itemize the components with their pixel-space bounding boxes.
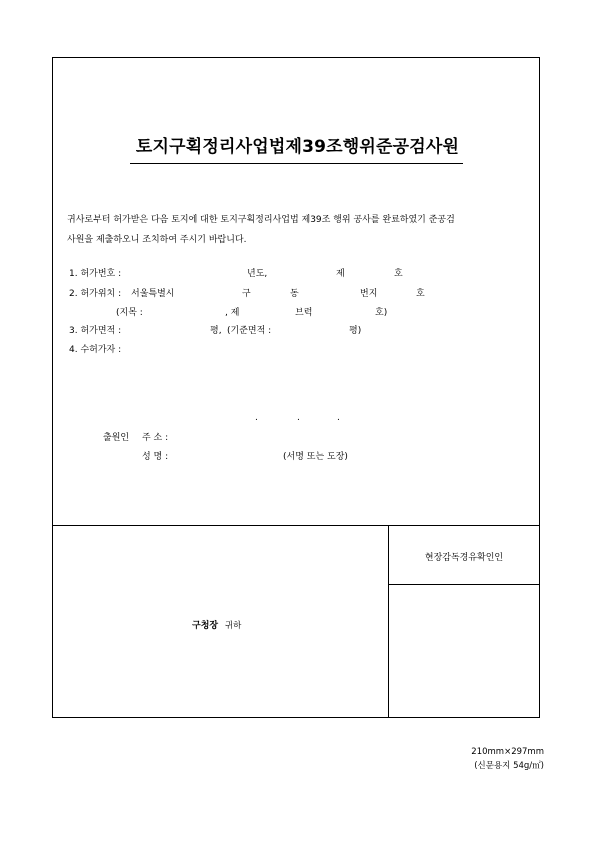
addressee-title: 구청장 [192, 621, 219, 631]
form-title: 토지구획정리사업법제39조행위준공검사원 [135, 137, 460, 157]
addressee [192, 618, 241, 631]
permit-area-label: 3. 허가면적 : [69, 326, 122, 336]
intro-line-2: 사원을 제출하오니 조치하여 주시기 바랍니다. [67, 235, 247, 245]
applicant-address-label: 주 소 : [142, 433, 169, 443]
paper-type: (신문용지 54g/㎡) [474, 761, 544, 771]
land-category-label: (지목 : [116, 308, 143, 318]
intro-line-1: 귀사로부터 허가받은 다음 토지에 대한 토지구획정리사업법 제39조 행위 공사를 완료하였기 준공검 [67, 215, 455, 225]
date-dot-year: . [255, 413, 258, 423]
land-block: 브럭 [295, 308, 313, 318]
permit-number-label: 1. 허가번호 : [69, 269, 122, 279]
area-pyeong: 평, [210, 326, 222, 336]
land-je: , 제 [225, 308, 240, 318]
permittee-label: 4. 수허가자 : [69, 345, 122, 355]
bottom-section-divider [52, 525, 540, 526]
signature-note: (서명 또는 도장) [283, 452, 348, 462]
location-beonji: 번지 [360, 289, 378, 299]
paper-size: 210mm×297mm [471, 747, 544, 757]
date-dot-day: . [337, 413, 340, 423]
location-dong: 동 [290, 289, 299, 299]
applicant-name-label: 성 명 : [142, 452, 169, 462]
title-underline [130, 163, 463, 164]
location-gu: 구 [242, 289, 251, 299]
date-dot-month: . [297, 413, 300, 423]
supervisor-confirm-label: 현장감독경유확인인 [424, 553, 504, 563]
land-ho: 호) [375, 308, 388, 318]
location-city: 서울특별시 [131, 289, 175, 299]
confirm-box-divider [388, 584, 540, 585]
addressee-honorific: 귀하 [224, 621, 242, 631]
applicant-label: 출원인 [103, 433, 130, 443]
base-area-label: (기준면적 : [227, 326, 272, 336]
location-ho: 호 [416, 289, 425, 299]
base-area-pyeong: 평) [349, 326, 362, 336]
permit-ho: 호 [394, 269, 403, 279]
permit-je: 제 [336, 269, 345, 279]
permit-year-suffix: 년도, [247, 269, 268, 279]
permit-location-label: 2. 허가위치 : [69, 289, 122, 299]
